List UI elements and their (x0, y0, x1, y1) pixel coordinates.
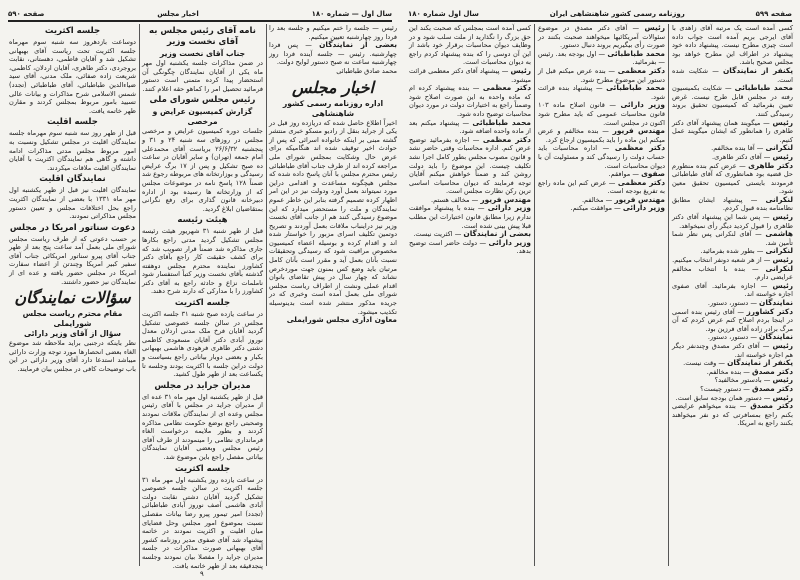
speaker-name: مهندس فریور (612, 126, 665, 136)
header-title: روزنامه رسمی کشور شاهنشاهی ایران (549, 10, 685, 18)
speech-text: — پس فردا چهارشنبه. رئیس — جلسه آینده فردا روز چهارشنبه ساعت نه صبح دستور لوایح دولت. (269, 41, 397, 67)
header-year-issue: سال اول — شماره ۱۸۰ (311, 10, 392, 18)
paragraph: نمایندگان اقلیت نیز قبل از ظهر یکشنبه اول مهر ماه ۱۳۳۱ با بعضی از نمایندگان اکثریت راجع بحل اختلافات مجلس و تعیین دستور مجلس مذاکراتی نمودند. (9, 186, 136, 221)
speech (672, 67, 793, 84)
speech-text: — دولت حاضر است توضیح بدهد. (409, 238, 531, 256)
speech (672, 342, 793, 359)
speech (409, 239, 531, 256)
speaker-name: مهندس فریور (614, 194, 665, 204)
speech (538, 67, 665, 84)
speech-text: — بنده با پیشنهاد موافقت ندارم زیرا مطابق قانون اختیارات این مطلب قبلا پیش بینی شده است. (409, 204, 531, 230)
speech-text: — بطور شده بفرمائید. (700, 247, 764, 256)
speaker-name: دکتر مصدق (751, 383, 793, 393)
speaker-name: دکتر معظمی (617, 65, 665, 75)
column-divider (266, 24, 267, 566)
speech-text: — آقای دکتر مصدق در موضوع سئوالات آمریکائیها میخواهند صحبت بکنند در صورت رأی بیگیریم بروند دنبال دستور. (538, 24, 665, 50)
speech (269, 41, 397, 67)
speech (409, 84, 531, 118)
header-year-issue: سال اول شماره ۱۸۰ (408, 10, 479, 18)
speech-text: — بنده عرض میکنم قبل از دستور این موضوع مطرح شود. (538, 66, 665, 84)
speaker-name: بعضی از نمایندگان (463, 229, 531, 239)
paragraph: اخیراً اطلاع حاصل شده که دریازده روز قبل در یکی از جراید بنقل از رادیو مسکو خبری منتشر گشته مبنی بر اینکه خانواده اسرائی که پس از حوادث اخیر توقیف شده اند هنگامیکه برای عرض حال وشکایت بمجلس شورای ملی مراجعه کرده اند از طرف جناب آقای طباطبائی رئیس محترم مجلس با آنان پاسخ داده شده که مجلس هیچگونه مساعدت و اقدامی دراین مورد نمیتواند بعمل آورد ودولت نیز در این امر اظهار کرده تصمیم گرفته بنابر این خاطر عموم نمایندگان و ملت را مستحضر میدارد که این موضوع رسیدگی کنند هم از جانب آقای نخست وزیر نیز دراینباب ملاقات بعمل آوردند و تصریح دوتمین تکلیف اسرای مزبور را خواستار شده اند و اقدام کرده و بوسیله اعضاء کمیسیون مخصوص مراقبت شود که رسیدگی وتحقیقات نسبت بآنان بعمل آید و مقرر است بآنان کامل مرتبان باید وضع کس بمنون جهت موردخرص نشاند که چهار سال در پیش تقاضای بانوان اقدام عملی ونشت از اطراف ریاست مجلس شورای ملی بعمل آمده است وخبری که در جریده مذکور منتشر شده است بدینوسیله تکذیب میشود. (269, 118, 397, 316)
speech-text: — اول بودجه بعد. رئیس — بفرمائید. (538, 49, 665, 67)
speech (269, 316, 397, 325)
header-section: اخبار مجلس (157, 10, 199, 18)
speaker-name: وزیر دارائی (622, 203, 665, 213)
speech-text: — آقای رئیس بنده اسمی در اینجا بردم اصلاح کنم عرض کردم که آن مرگ برادر زاده آقای فرزین بود. (672, 307, 793, 333)
paragraph: محمد صادق طباطبائی (336, 66, 397, 75)
speech-text: — موافقم. (608, 170, 640, 179)
speaker-name: محمد طباطبائی (607, 48, 665, 58)
speech-text: — دستور، دستور. (707, 333, 757, 342)
speaker-name: رئیس (772, 375, 793, 385)
paragraph: جلسات دوره کمیسیون عرایض و مرخصی مجلس در روزهای سه شنبه ۲۴ و ۳۱ و پنجشنبه ۲۶/۶/۳۲ بریاست آقای محمدعلی امام جمعه (تهران) و سایر آقایان در ساعت ده صبح تشکیل و پس از ۱۷ برگ عرایض رسیدگی و بوزارتخانه های مربوطه رجوع شد ضمناً ۱۲۸ پاسخ نامه در موضوعات مجلس که از وزارتخانه ها رسیده بود از اداره دبیرخانه قانون گذاری برای رفع نگرانی بمتقاضیان ابلاغ گردید. (142, 127, 263, 213)
paragraph: کسی آمده است یک مرتبه آقای زاهدی با آقای ایرجی بریم آمده است جواب داده است چیزی مطرح نیست. پیشنهاد داده خود پیشنهاد در اطراف این مطرح خواهد بود مجلس صحیح باشد. (672, 24, 793, 67)
speaker-name: هاشمی (765, 229, 793, 239)
speaker-name: دکتر کشاورز (746, 306, 793, 316)
speech (672, 162, 793, 196)
speech (538, 24, 665, 50)
speaker-name: دکتر معظمی (617, 177, 665, 187)
speaker-name: دکتر مصدق (750, 401, 793, 411)
speech-text: — میگویند همان پیشنهاد آقای دکتر طاهری را همانطور که ایشان میگویند عمل کنیم. (672, 118, 793, 144)
column (266, 24, 400, 325)
headline: مقام محترم ریاست مجلس شورایملی (22, 309, 123, 329)
paragraph: قبل از ظهر روز سه شنبه سوم مهرماه جلسه نمایندگان اقلیت در مجلس تشکیل ونسبت به امور مربوط مجلس مدتی مذاکرات ادامه داشته و گاهی هم نمایندگان اکثریت با آقایان نمایندگان اقلیت ملاقات میکردند. (9, 129, 136, 172)
speaker-name: مهندس فریور (480, 194, 531, 204)
speech-text: — پیشنهاد میکنم بعد از ماده واحده اضافه شود. (409, 118, 531, 136)
column (406, 24, 534, 256)
speech-text: — شکایت شده است. (672, 66, 793, 84)
speaker-name: یکنفر از نمایندگان (722, 65, 793, 75)
speech-text: — شکایت بکمیسیون رفته در مجلس قابل طرح نیست. غرض تعیین بفرمائید که کمیسیون تحقیق بروند رسیدگی کنند. (672, 84, 793, 118)
speech (672, 84, 793, 118)
header-rule (408, 20, 792, 22)
headline: جلسه اقلیت (47, 117, 98, 128)
headline: مدیران جراید در مجلس (154, 380, 251, 391)
speaker-name: رئیس (772, 392, 793, 402)
headline: سؤال از آقای وزیر دارائی (23, 329, 122, 339)
speech-text: — بنده پیشنهاد کرده ام که ماده واحده به این صورت اصلاح شود وضمناً راجع به اختیارات دولت در مورد دیوان محاسبات توضیح داده شود. (409, 84, 531, 118)
speech-text: — بنده با انتخاب مخالفم عرایضی دارم. (672, 264, 793, 282)
column (669, 24, 796, 428)
speech (409, 67, 531, 84)
page-header (408, 6, 792, 18)
speech-text: — مخالفم. (581, 195, 613, 204)
speech-text: — آقای لنکرانی پس نظر شما تأمین شد. (672, 230, 793, 247)
headline: هیئت رئیسه (177, 215, 228, 226)
speech (538, 204, 665, 213)
speech (538, 179, 665, 196)
speaker-name: رئیس (772, 151, 793, 161)
speaker-name: رئیس (510, 65, 531, 75)
speaker-name: رئیس (644, 23, 665, 32)
speech-text: — بنده میخواهم عرایضی بکنم راجع بمسافرتی که دو نفر میخواهند بکنند راجع به امریکا. (672, 402, 793, 428)
speech-text: — اداره محاسبات باید حساب دولت را رسیدگی کند و مسئولیت آن با دیوان محاسبات است. (538, 144, 665, 170)
speech-text: — پس شما این پیشنهاد آقای دکتر طاهری را قبول کردید دیگر رأی نمیخواهد. (672, 213, 793, 230)
speech-text: — آقای دکتر مصدق وچندنفر دیگر هم اجازه خواسته اند. (672, 341, 793, 359)
speaker-name: رئیس (772, 117, 793, 127)
headline: اخبار مجلس (292, 77, 374, 97)
speaker-name: دکتر مصدق (751, 366, 793, 376)
speech-text: — وقت نیست. (683, 359, 725, 368)
speech (538, 127, 665, 144)
footer-page-number: ۹ (200, 570, 204, 578)
speaker-name: رئیس (772, 340, 793, 350)
headline: نامه آقای رئیس مجلس به آقای نخست وزیر (149, 26, 256, 47)
speaker-name: وزیر دارائی (488, 237, 531, 247)
header-rule (8, 20, 392, 22)
speaker-name: بعضی از نمایندگان (319, 40, 397, 50)
speaker-name: لنکرانی (765, 263, 793, 273)
speech (672, 213, 793, 230)
speech (672, 265, 793, 282)
speech (409, 136, 531, 196)
headline: جلسه اکثریت (174, 298, 231, 309)
speech-text: — بادستور مخالفید؟ (714, 376, 771, 385)
paragraph: در ضمن مذاکرات جلسه یکشنبه اول مهر ماه یکی از آقایان نمایندگان چگونگی آن استحضار پیدا کرده متمنی است دستور فرمائید تحصیل امر را کماهو حقه اعلام کنند. (142, 59, 263, 93)
speaker-name: یکنفر از نمایندگان (727, 358, 793, 368)
speech (538, 50, 665, 67)
speech-text: — اجازه بفرمائید. آقای صفوی اجازه خواسته اند. (672, 281, 793, 299)
speech-text: — قانون اصلاح ماده ۱۰۳ قانون محاسبات عمومی که باید مطرح شود اکنون در مجلس است. (538, 101, 665, 127)
speech (672, 196, 793, 213)
header-page-number: صفحه ۵۹۹ (755, 10, 792, 18)
column (139, 24, 266, 570)
speech-text: — عرض کنم این ماده راجع به تفریغ بودجه است. (538, 178, 665, 196)
paragraph: رئیس — جلسه را ختم میکنیم و جلسه بعد را فردا روز چهارشنبه تعیین میکنیم. (269, 24, 397, 41)
speaker-name: وزیر دارائی (620, 100, 665, 110)
paragraph: کسی آمده است بمجلس که صحبت بکند این حق بزرگ را نگذارید از ملت سلب شود و در وظایف دیوان محاسبات برقرار خود باشد از این آن دوسی را که بنده پیشنهاد کردم راجع به دیوان محاسبات است. (409, 24, 531, 67)
headline: جناب آقای نخست وزیر (159, 49, 246, 58)
speech-text: — پیشنهاد آقای دکتر معظمی قرائت میشود. (409, 66, 531, 84)
speech-text: — آقا بنده مخالفم. (711, 144, 764, 153)
speech (538, 101, 665, 127)
speaker-name: معاون اداری مجلس شورایملی (286, 315, 397, 325)
speech-text: — موافقت میکنم. (570, 204, 621, 213)
paragraph: قبل از ظهر یکشنبه اول مهر ماه ۳۱ عده ای از مدیران جراید در مجلس با آقای رئیس مجلس وعده ای از نمایندگان ملاقات نمودند وصحبتی راجع بوضع حکومت نظامی مذاکره کردند و بطور ملایمه درخواست الغاء فرمانداری نظامی را مینمودند از طرف آقای رئیس مجلس وبعضی آقایان نمایندگان بیاناتی مفصل راجع باین موضوع شد. (142, 392, 263, 461)
speaker-name: نمایندگان (759, 332, 793, 342)
headline: دعوت سناتور امریکا در مجلس (9, 222, 136, 233)
speech (538, 144, 665, 170)
speaker-name: دکتر معظمی (482, 83, 531, 93)
speech-text: — دستور، دستور. (707, 299, 757, 307)
speech (409, 204, 531, 230)
paragraph: دوساعت بازدهروز سه شنبه سوم مهرماه جلسه اکثریت تحت ریاست آقای بهبهانی تشکیل شد و آقایان فاطمی، دهستانی، نقابت بروجردی، دکتر طاهری، آقایان اردلان، کاظمی، شریعت زاده صفائی، ملک مدنی، آقای سید ضیاءالدین طباطبائی، آقای طباطبائی (تجدد) شمس الاسلامی شرح مذاکرات و بیانات عالی تسیید بامور مربوط بمجلس کردند و مقارن ظهر خاتمه یافت. (9, 38, 136, 115)
speech (672, 282, 793, 299)
speaker-name: رئیس (772, 212, 793, 222)
speaker-name: محمد طباطبائی (734, 83, 793, 93)
speech-text: — اکثریت نیست. (413, 230, 462, 239)
headline: جلسه اکثریت (44, 26, 101, 36)
speech-text: — مخالف هستم. (431, 195, 479, 204)
headline: جلسه اکثریت (174, 463, 231, 474)
speech-text: — اجازه بفرمائید توضیح عرض کنم. اداره محاسبات وقتی حاضر نشد و قانون مصوب مجلس بطور کامل اجرا نشد تکلیف چیست. این موضوع را باید دولت روشن کند و ضمناً خواهش میکنم آقایان توجه فرمایند که دیوان محاسبات اساسی ترین رکن نظارت مجلس است. (409, 135, 531, 196)
paragraph: بر حسب دعوتی که از طرف ریاست مجلس شورای ملی بعمل آمد ساعت پنج بعد از ظهر جناب آقای پیرو سناتور امریکائی جناب آقای سفیر کبیر امریکا وچندتن از اعضاء سفارت امریکا در مجلس حضور یافته و عده ای از نمایندگان نیز حضور داشتند. (9, 234, 136, 286)
paragraph: در ساعت یازده صبح شنبه ۳۱ جلسه اکثریت مجلس در سالن جلسه خصوصی تشکیل گردید آقایان فرخ ملک مدنی اردلان معدل نوروز آبادی دکتر آقایان مسعودی کاظمی دشتی دکتر طاهری فرهودی هاشمی بهبهانی بکبار و بعضی دوبار بیاناتی راجع بسیاست و دولت دراین جلسه با اکثریت بودند وجلسه تا یکساعت بعد از ظهر طول کشید. (142, 310, 263, 379)
headline: گزارش کمیسیون عرایض و مرخصی (152, 107, 253, 127)
paragraph: قبل از ظهر شنبه ۳۱ شهریور هیئت رئیسه مجلس تشکیل گردید مدتی راجع بکارها جاری مذاکره شد ضمناً قرار تصویب شد که برای کشف حقیقت کار راجع بآقای دکتر کشاورز نماینده محترم مجلس دوهفته گذشته بآقای نخست وزیر کتباً استفسار شود ناملمات نزاع و حادثه راجع به آقای دکتر کشاورز را با مدارکی که دارند شرح دهند. (142, 227, 263, 296)
headline: رئیس مجلس شورای ملی (149, 95, 256, 106)
speech-text: — پیشنهاد ایشان مطابق نظامنامه بنده قبول کردم. (672, 195, 793, 213)
speaker-name: نمایندگان (759, 298, 793, 307)
speaker-name: لنکرانی (765, 246, 793, 256)
paragraph: در ساعت یازده روز یکشنبه اول مهر ماه ۳۱ جلسه اکثریت در سالن جلسه خصوصی تشکیل گردید آقایان دشتی نقابت دولت آبادی هاشمی آصف نوروز آبادی طباطبائی (تجدد) امیر تیمور پیرو رضا بیانات مفصلی نسبت بموضوع امور مجلس وحل فضایای میان اقلیت و اکثریت نمودند در خاتمه پیشنهاد شد آقای صفوی مدیر روزنامه کشور آقای بهبهانی صورت مذاکرات در جلسه مدیران جراید را مفصلا بیان نمودند وجلسه پنجدقیقه بعد از ظهر خاتمه یافت. (142, 475, 263, 570)
header-page-number: صفحه ۵۹۰ (8, 10, 45, 18)
headline: اداره روزنامه رسمی کشور شاهنشاهی (282, 98, 384, 118)
headline: نمایندگان اقلیت (39, 174, 106, 185)
speaker-name: رئیس (772, 280, 793, 290)
paragraph: نظر باینکه درجنبی براید ملاحظه شد موضوع الغاء بعضی انحصارها مورد توجه وزارت دارائی میباشد استدعا دارد آقای وزیر دارائی در این باب توضیحات کافی در مجلس بیان فرمایند. (9, 339, 136, 374)
speech-text: — از هر شعبه دونفر انتخاب میکنیم. (672, 256, 771, 265)
speaker-name: محمد طباطبائی (472, 117, 531, 127)
speaker-name: لنکرانی (765, 194, 793, 204)
speech-text: — بنده مخالفم و عرض میکنم این ماده را باید بکمیسیون ارجاع کرد. (538, 127, 665, 144)
speech-text: — آقای دکتر طاهری. (712, 152, 771, 161)
speaker-name: دکتر معظمی (614, 143, 665, 153)
speaker-name: لنکرانی (765, 143, 793, 153)
speaker-name: دکتر معظمی (482, 134, 531, 144)
speech-text: — پیشنهاد بنده قرائت شود. (538, 84, 665, 101)
speech (672, 230, 793, 247)
speaker-name: دکتر طاهری (748, 160, 793, 170)
speech (538, 84, 665, 101)
page-header (8, 6, 392, 18)
right-page (400, 0, 800, 580)
speaker-name: رئیس (772, 255, 793, 265)
speech-text: — بنده مخالفم. (706, 367, 750, 376)
column (535, 24, 668, 213)
column (6, 24, 139, 374)
speech (672, 119, 793, 145)
speaker-name: محمد طباطبائی (606, 83, 665, 93)
headline: سؤالات نمایندگان (14, 288, 131, 308)
speech (672, 402, 793, 428)
speech (409, 119, 531, 136)
speaker-name: صفوی (641, 169, 665, 179)
column-divider (139, 24, 140, 566)
speech-text: — دستور همان بودجه سابق است. (675, 393, 771, 402)
speaker-name: وزیر دارائی (487, 203, 531, 213)
speech (672, 308, 793, 334)
speech-text: — عرض کنم بنده منظورم حل قضیه بود همانطوری که آقای طباطبائی فرمودند بایستی کمیسیون تحقیق معین شود. (672, 161, 793, 196)
speech-text: — دستور چیست؟ (700, 384, 750, 393)
